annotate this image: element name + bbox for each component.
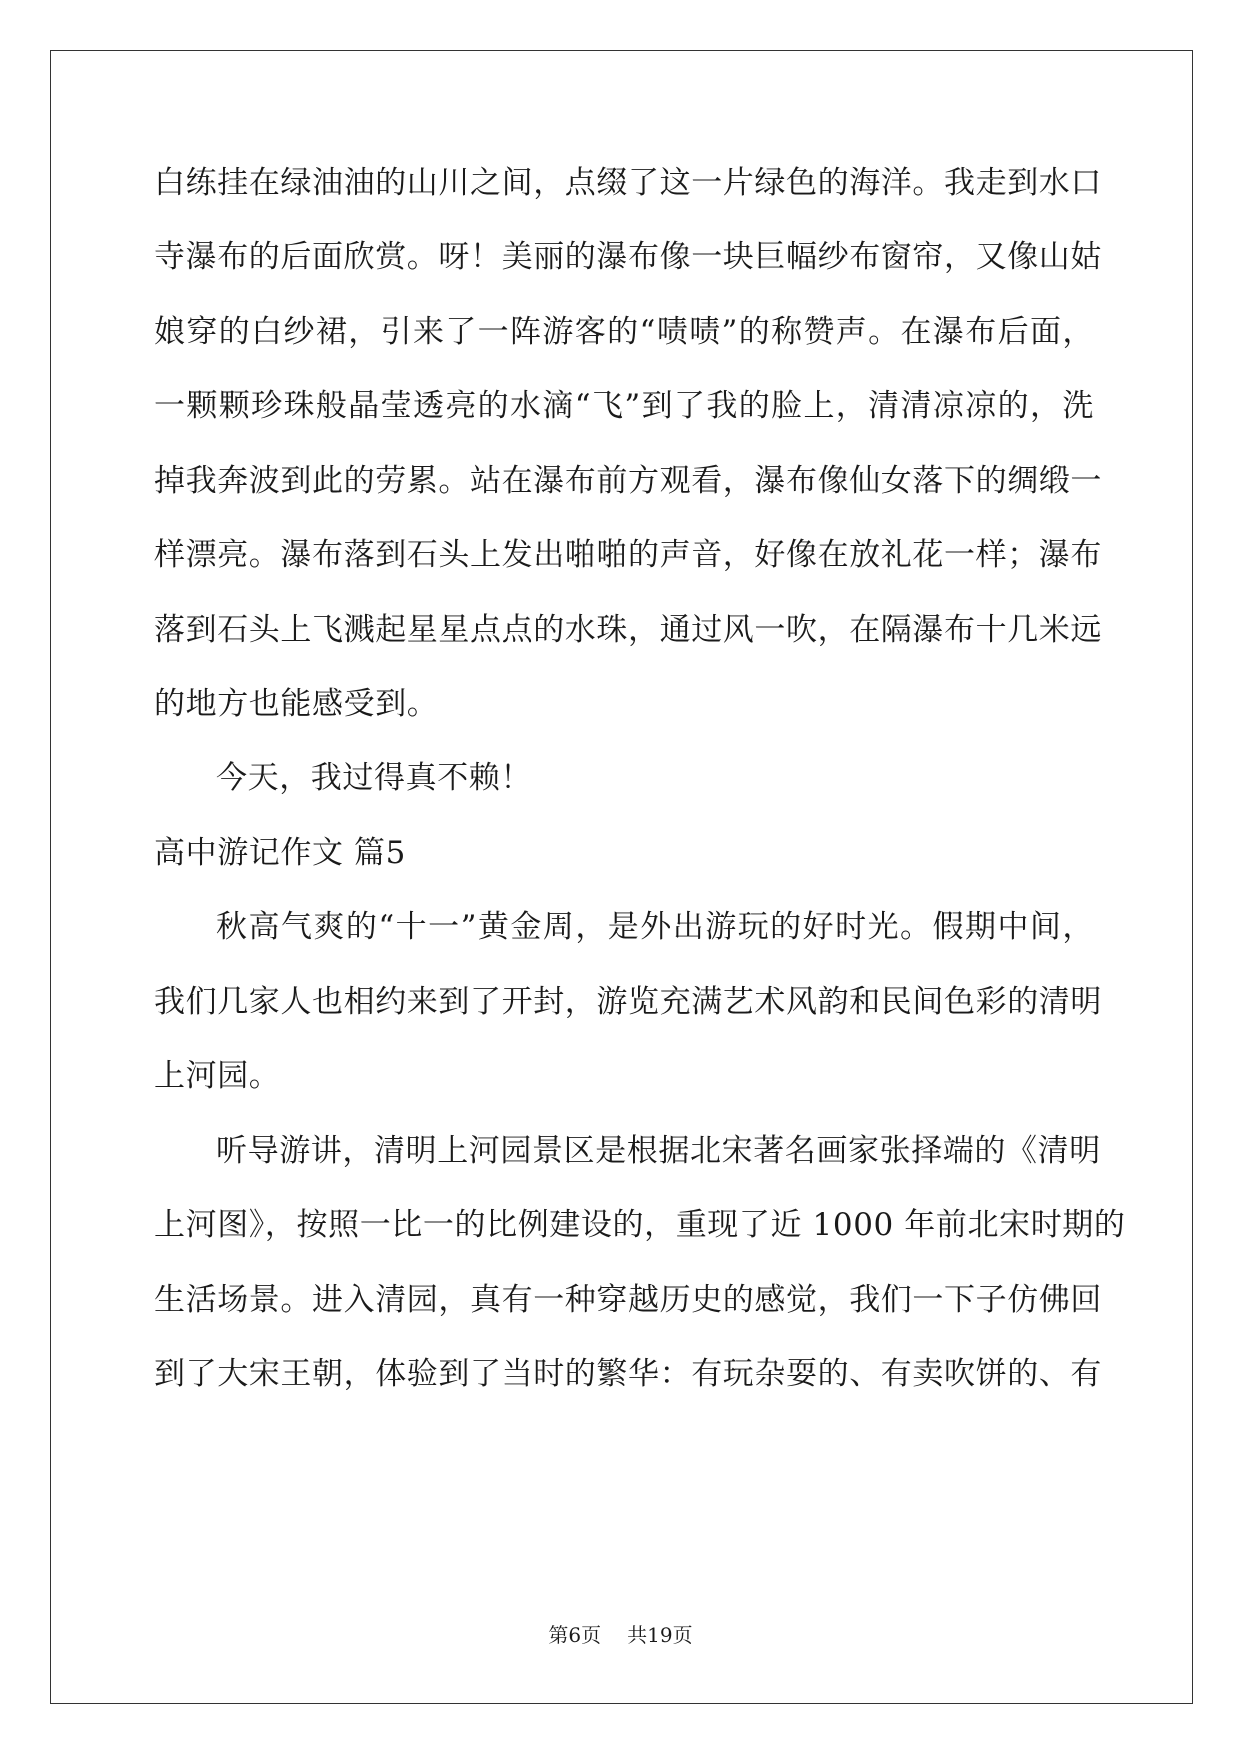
body-line-5: 掉我奔波到此的劳累。站在瀑布前方观看，瀑布像仙女落下的绸缎一 [154, 463, 1102, 499]
page-total: 共19页 [627, 1623, 693, 1647]
page-footer [0, 1619, 1241, 1648]
body-line-11: 我们几家人也相约来到了开封，游览充满艺术风韵和民间色彩的清明 [154, 984, 1102, 1020]
body-line-16: 到了大宋王朝，体验到了当时的繁华：有玩杂耍的、有卖吹饼的、有 [154, 1356, 1102, 1392]
body-line-6: 样漂亮。瀑布落到石头上发出啪啪的声音，好像在放礼花一样；瀑布 [154, 537, 1102, 573]
body-line-1: 白练挂在绿油油的山川之间，点缀了这一片绿色的海洋。我走到水口 [154, 165, 1102, 201]
body-line-8: 的地方也能感受到。 [154, 686, 439, 722]
section-heading: 高中游记作文 篇5 [154, 835, 406, 871]
body-line-15: 生活场景。进入清园，真有一种穿越历史的感觉，我们一下子仿佛回 [154, 1282, 1102, 1318]
body-line-3: 娘穿的白纱裙，引来了一阵游客的“啧啧”的称赞声。在瀑布后面， [154, 314, 1094, 350]
body-line-14: 上河图》，按照一比一的比例建设的，重现了近 1000 年前北宋时期的 [154, 1207, 1126, 1243]
body-line-9: 今天，我过得真不赖！ [216, 760, 532, 796]
page-border [50, 50, 1193, 1704]
body-line-12: 上河园。 [154, 1058, 281, 1094]
page-number: 第6页 [548, 1623, 602, 1647]
body-line-2: 寺瀑布的后面欣赏。呀！美丽的瀑布像一块巨幅纱布窗帘，又像山姑 [154, 239, 1102, 275]
body-line-7: 落到石头上飞溅起星星点点的水珠，通过风一吹，在隔瀑布十几米远 [154, 612, 1102, 648]
body-line-10: 秋高气爽的“十一”黄金周，是外出游玩的好时光。假期中间， [216, 909, 1094, 945]
body-line-4: 一颗颗珍珠般晶莹透亮的水滴“飞”到了我的脸上，清清凉凉的，洗 [154, 388, 1094, 424]
body-line-13: 听导游讲，清明上河园景区是根据北宋著名画家张择端的《清明 [216, 1133, 1101, 1169]
